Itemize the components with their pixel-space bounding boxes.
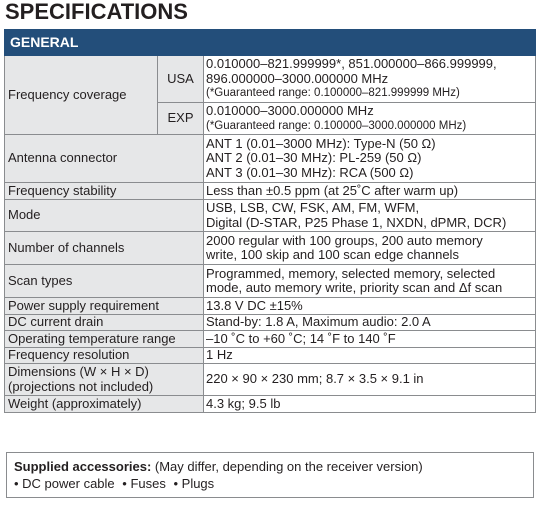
scan-label: Scan types bbox=[5, 265, 204, 298]
accessory-item-dc-power-cable: • DC power cable bbox=[14, 476, 115, 491]
accessories-note: (May differ, depending on the receiver version) bbox=[151, 459, 423, 474]
dimensions-value: 220 × 90 × 230 mm; 8.7 × 3.5 × 9.1 in bbox=[204, 364, 536, 396]
channels-value bbox=[204, 232, 536, 265]
dimensions-label-line-1: Dimensions (W × H × D) bbox=[8, 364, 149, 379]
exp-line-1: 0.010000–3000.000000 MHz bbox=[206, 103, 374, 118]
table-row bbox=[5, 298, 536, 315]
temp-label: Operating temperature range bbox=[5, 331, 204, 348]
mode-line-1: USB, LSB, CW, FSK, AM, FM, WFM, bbox=[206, 200, 420, 215]
spec-table bbox=[4, 29, 536, 413]
section-title: GENERAL bbox=[5, 30, 536, 56]
accessory-item-plugs: • Plugs bbox=[173, 476, 215, 491]
stability-label: Frequency stability bbox=[5, 183, 204, 200]
antenna-line-1: ANT 1 (0.01–3000 MHz): Type-N (50 Ω) bbox=[206, 135, 436, 151]
table-row bbox=[5, 315, 536, 331]
usa-note: (*Guaranteed range: 0.100000–821.999999 MHz) bbox=[206, 87, 460, 100]
table-row bbox=[5, 265, 536, 298]
power-value: 13.8 V DC ±15% bbox=[204, 298, 536, 315]
scan-line-2: mode, auto memory write, priority scan and Δf scan bbox=[206, 280, 503, 295]
exp-value bbox=[204, 103, 536, 135]
antenna-line-2: ANT 2 (0.01–30 MHz): PL-259 (50 Ω) bbox=[206, 150, 422, 166]
accessories-box bbox=[6, 452, 534, 498]
power-label: Power supply requirement bbox=[5, 298, 204, 315]
resolution-label: Frequency resolution bbox=[5, 348, 204, 364]
usa-label: USA bbox=[158, 56, 204, 103]
mode-line-2: Digital (D-STAR, P25 Phase 1, NXDN, dPMR, DCR) bbox=[206, 214, 507, 230]
exp-label: EXP bbox=[158, 103, 204, 135]
table-row bbox=[5, 232, 536, 265]
drain-label: DC current drain bbox=[5, 315, 204, 331]
accessories-heading bbox=[14, 458, 533, 475]
resolution-value: 1 Hz bbox=[204, 348, 536, 364]
table-row bbox=[5, 331, 536, 348]
antenna-label: Antenna connector bbox=[5, 135, 204, 183]
channels-label: Number of channels bbox=[5, 232, 204, 265]
table-row bbox=[5, 183, 536, 200]
table-row bbox=[5, 200, 536, 232]
weight-label: Weight (approximately) bbox=[5, 396, 204, 413]
accessories-list bbox=[14, 475, 533, 492]
accessories-title: Supplied accessories: bbox=[14, 459, 152, 474]
freq-coverage-label: Frequency coverage bbox=[5, 56, 158, 135]
antenna-line-3: ANT 3 (0.01–30 MHz): RCA (500 Ω) bbox=[206, 164, 414, 180]
table-row bbox=[5, 56, 536, 103]
dimensions-label-line-2: (projections not included) bbox=[8, 378, 154, 394]
temp-value: –10 ˚C to +60 ˚C; 14 ˚F to 140 ˚F bbox=[204, 331, 536, 348]
antenna-value bbox=[204, 135, 536, 183]
scan-value bbox=[204, 265, 536, 298]
table-row bbox=[5, 348, 536, 364]
exp-note: (*Guaranteed range: 0.100000–3000.000000 MHz) bbox=[206, 119, 467, 132]
table-row bbox=[5, 396, 536, 413]
scan-line-1: Programmed, memory, selected memory, selected bbox=[206, 265, 496, 281]
usa-line-1: 0.010000–821.999999*, 851.000000–866.999999, bbox=[206, 56, 497, 72]
table-row bbox=[5, 364, 536, 396]
weight-value: 4.3 kg; 9.5 lb bbox=[204, 396, 536, 413]
mode-value bbox=[204, 200, 536, 232]
page-title: SPECIFICATIONS bbox=[5, 0, 188, 24]
usa-value bbox=[204, 56, 536, 103]
channels-line-2: write, 100 skip and 100 scan edge channels bbox=[206, 247, 459, 262]
channels-line-1: 2000 regular with 100 groups, 200 auto memory bbox=[206, 232, 483, 248]
usa-line-2: 896.000000–3000.000000 MHz bbox=[206, 70, 389, 86]
section-header bbox=[5, 30, 536, 56]
mode-label: Mode bbox=[5, 200, 204, 232]
drain-value: Stand-by: 1.8 A, Maximum audio: 2.0 A bbox=[204, 315, 536, 331]
accessory-item-fuses: • Fuses bbox=[122, 476, 166, 491]
table-row bbox=[5, 135, 536, 183]
dimensions-label bbox=[5, 364, 204, 396]
stability-value: Less than ±0.5 ppm (at 25˚C after warm up) bbox=[204, 183, 536, 200]
